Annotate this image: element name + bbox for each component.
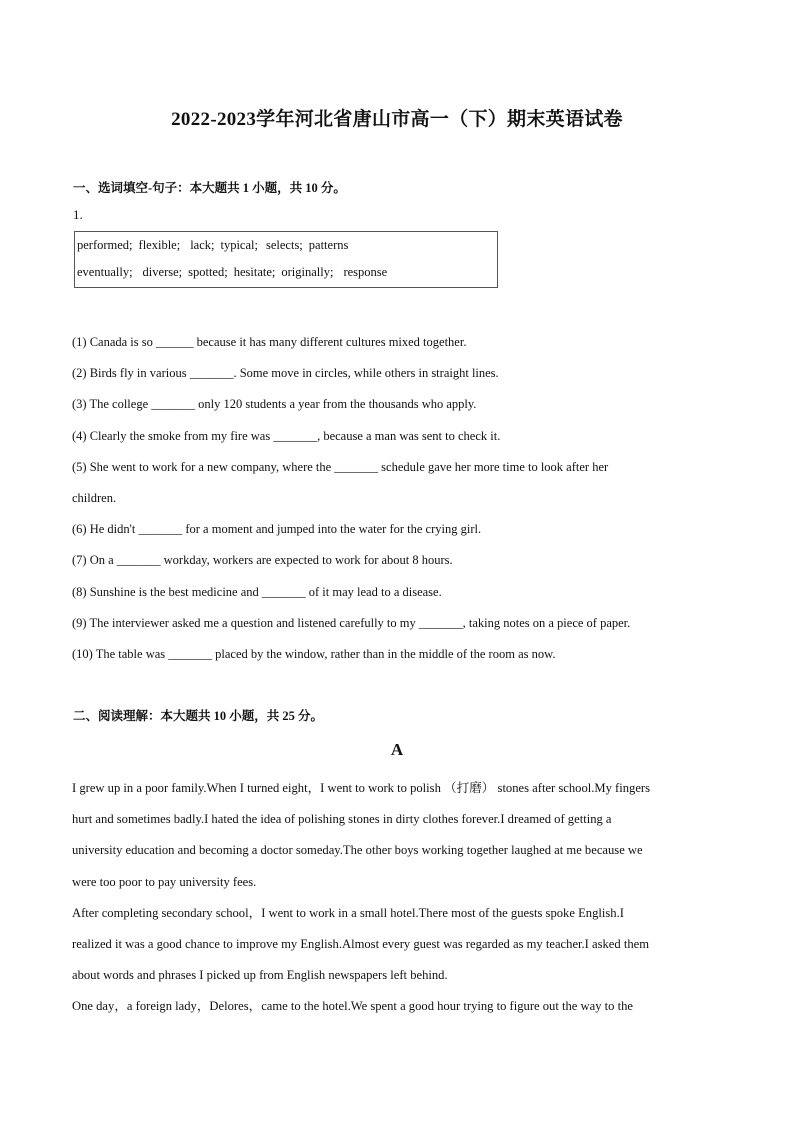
passage-line: After completing secondary school，I went to work in a small hotel.There most of the guests spoke English.I <box>72 905 624 920</box>
passage-line: university education and becoming a doctor someday.The other boys working together laughed at me because we <box>72 843 643 858</box>
fill-in-item: (3) The college _______ only 120 students a year from the thousands who apply. <box>72 397 477 412</box>
passage-line: I grew up in a poor family.When I turned eight，I went to work to polish （打磨） stones after school.My fingers <box>72 781 651 795</box>
passage-line: about words and phrases I picked up from English newspapers left behind. <box>72 968 448 983</box>
word-bank-word: performed; <box>77 238 133 252</box>
fill-in-item: (10) The table was _______ placed by the window, rather than in the middle of the room as now. <box>72 647 556 662</box>
fill-in-item: (1) Canada is so ______ because it has many different cultures mixed together. <box>72 335 467 349</box>
section-1-heading: 一、选词填空-句子：本大题共 1 小题，共 10 分。 <box>73 181 346 195</box>
word-bank-word: hesitate; <box>233 265 276 279</box>
word-bank-line-2 <box>77 262 497 289</box>
passage-line: hurt and sometimes badly.I hated the idea of polishing stones in dirty clothes forever.I dreamed of getting a <box>72 812 612 827</box>
fill-in-item-continuation: children. <box>72 491 117 506</box>
section-2-heading: 二、阅读理解：本大题共 10 小题，共 25 分。 <box>73 709 324 723</box>
fill-in-item: (5) She went to work for a new company, where the _______ schedule gave her more time to look after her <box>72 459 609 474</box>
word-bank-word: typical; <box>220 238 258 252</box>
fill-in-items <box>72 327 732 670</box>
fill-in-item: (8) Sunshine is the best medicine and _______ of it may lead to a disease. <box>72 584 442 599</box>
passage-label: A <box>390 740 404 759</box>
word-bank-word: flexible; <box>138 238 181 252</box>
passage-line: One day，a foreign lady，Delores，came to the hotel.We spent a good hour trying to figure out the way to the <box>72 999 633 1014</box>
reading-passage <box>72 773 722 1023</box>
fill-in-item: (7) On a _______ workday, workers are expected to work for about 8 hours. <box>72 553 453 568</box>
question-number: 1. <box>73 207 83 222</box>
word-bank-word: eventually; <box>77 265 133 279</box>
word-bank-word: originally; <box>281 265 334 279</box>
fill-in-item: (4) Clearly the smoke from my fire was _______, because a man was sent to check it. <box>72 428 501 443</box>
passage-line: were too poor to pay university fees. <box>72 874 257 889</box>
word-bank-word: diverse; <box>142 265 183 279</box>
word-bank-word: lack; <box>190 238 215 252</box>
word-bank-word: selects; <box>265 238 303 252</box>
page-title: 2022-2023学年河北省唐山市高一（下）期末英语试卷 <box>171 109 623 130</box>
fill-in-item: (2) Birds fly in various _______. Some move in circles, while others in straight lines. <box>72 366 499 381</box>
word-bank-word: patterns <box>308 238 349 252</box>
word-bank <box>74 231 498 288</box>
passage-line: realized it was a good chance to improve my English.Almost every guest was regarded as my teacher.I asked them <box>72 937 650 952</box>
fill-in-item: (9) The interviewer asked me a question and listened carefully to my _______, taking notes on a piece of paper. <box>72 615 631 630</box>
word-bank-word: spotted; <box>188 265 228 279</box>
word-bank-line-1 <box>77 235 497 262</box>
word-bank-word: response <box>343 265 388 279</box>
fill-in-item: (6) He didn't _______ for a moment and jumped into the water for the crying girl. <box>72 522 482 537</box>
